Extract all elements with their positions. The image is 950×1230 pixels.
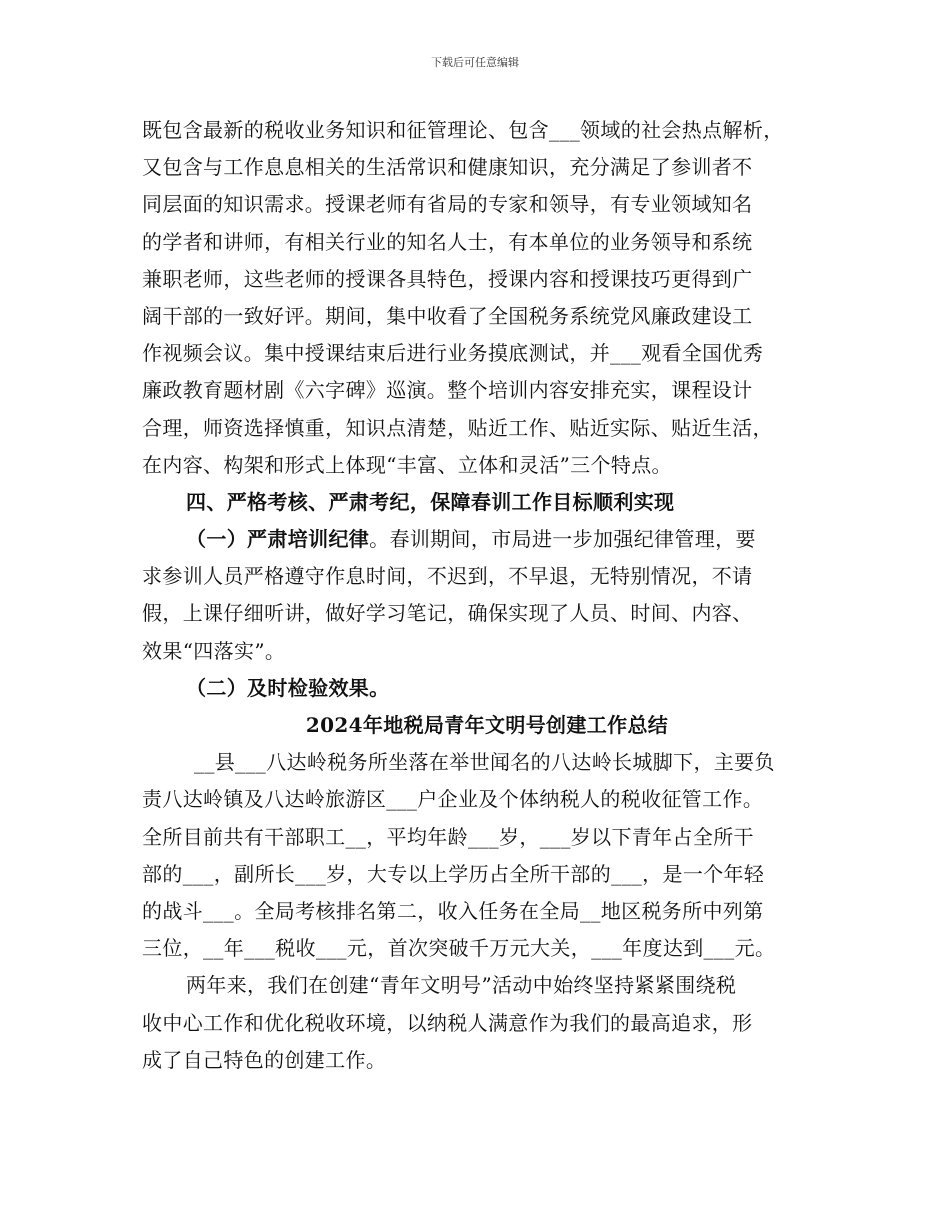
- subsection-text: 。春训期间，市局进一步加强纪律管理，要: [369, 527, 756, 552]
- document-title: 2024年地税局青年文明号创建工作总结: [305, 713, 669, 737]
- paragraph-line: 假，上课仔细听讲，做好学习笔记，确保实现了人员、时间、内容、: [142, 601, 753, 626]
- paragraph-line: 效果“四落实”。: [142, 638, 286, 663]
- paragraph-line: 部的___，副所长___岁，大专以上学历占全所干部的___，是一个年轻: [142, 861, 765, 886]
- paragraph-line: 在内容、构架和形式上体现“丰富、立体和灵活”三个特点。: [142, 452, 672, 477]
- paragraph-line: 三位，__年___税收___元，首次突破千万元大关，___年度达到___元。: [142, 936, 776, 961]
- paragraph-line: 的战斗___。全局考核排名第二，收入任务在全局__地区税务所中列第: [142, 898, 764, 923]
- subsection-heading: （二）及时检验效果。: [186, 675, 390, 700]
- paragraph-line: 全所目前共有干部职工__，平均年龄___岁，___岁以下青年占全所干: [142, 824, 754, 849]
- paragraph-line: 两年来，我们在创建“青年文明号”活动中始终坚持紧紧围绕税: [186, 973, 737, 998]
- paragraph-line: 既包含最新的税收业务知识和征管理论、包含___领域的社会热点解析，: [142, 118, 784, 142]
- paragraph-line: 责八达岭镇及八达岭旅游区___户企业及个体纳税人的税收征管工作。: [142, 787, 764, 812]
- paragraph-line: 合理，师资选择慎重，知识点清楚，贴近工作、贴近实际、贴近生活，: [142, 415, 773, 440]
- paragraph-line: 兼职老师，这些老师的授课各具特色，授课内容和授课技巧更得到广: [142, 266, 753, 291]
- document-body: [142, 112, 832, 1079]
- subsection-line: [142, 521, 832, 558]
- paragraph-line: 求参训人员严格遵守作息时间，不迟到，不早退，无特别情况，不请: [142, 564, 753, 589]
- paragraph-line: 廉政教育题材剧《六字碑》巡演。整个培训内容安排充实，课程设计: [142, 378, 753, 403]
- paragraph-line: 收中心工作和优化税收环境，以纳税人满意作为我们的最高追求，形: [142, 1010, 753, 1035]
- paragraph-line: __县___八达岭税务所坐落在举世闻名的八达岭长城脚下，主要负: [194, 750, 775, 775]
- page-header: 下载后可任意编辑: [431, 56, 519, 69]
- paragraph-line: 的学者和讲师，有相关行业的知名人士，有本单位的业务领导和系统: [142, 229, 753, 254]
- paragraph-line: 又包含与工作息息相关的生活常识和健康知识，充分满足了参训者不: [142, 155, 753, 180]
- paragraph-line: 成了自己特色的创建工作。: [142, 1047, 387, 1072]
- section-heading: 四、严格考核、严肃考纪，保障春训工作目标顺利实现: [186, 489, 675, 514]
- paragraph-line: 阔干部的一致好评。期间，集中收看了全国税务系统党风廉政建设工: [142, 303, 753, 328]
- paragraph-line: 同层面的知识需求。授课老师有省局的专家和领导，有专业领域知名: [142, 192, 753, 217]
- paragraph-line: 作视频会议。集中授课结束后进行业务摸底测试，并___观看全国优秀: [142, 341, 764, 366]
- subsection-title: （一）严肃培训纪律: [186, 527, 370, 552]
